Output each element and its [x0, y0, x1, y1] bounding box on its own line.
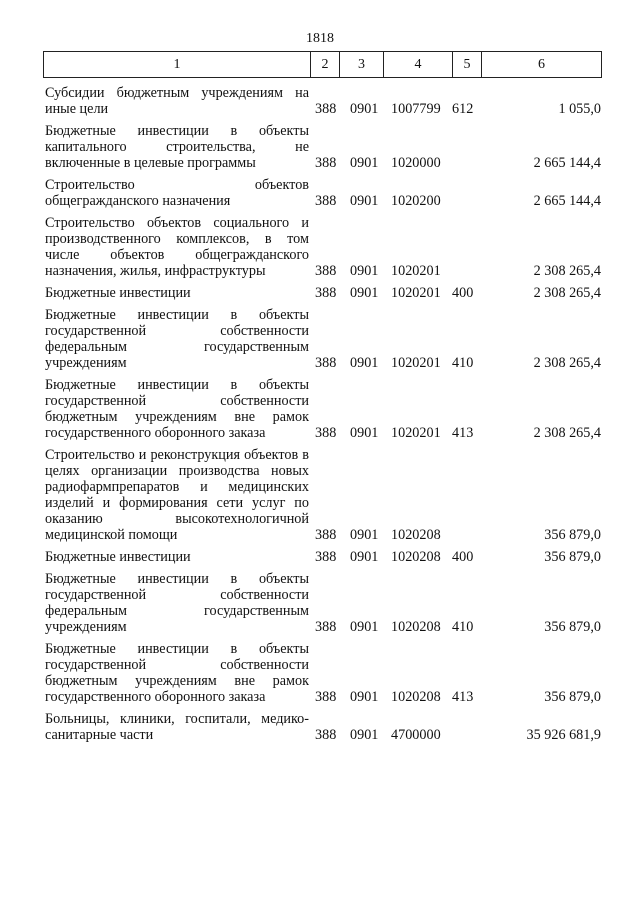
row-gov-code: 388 — [315, 285, 337, 301]
table-row — [45, 307, 601, 371]
row-article-code: 1020201 — [391, 355, 441, 371]
table-header — [43, 51, 602, 78]
row-article-code: 1020208 — [391, 619, 441, 635]
row-name: Бюджетные инвестиции в объекты государственной собственности бюджетным учреждениям вне рамок государственного оборонного заказа — [45, 641, 309, 705]
table-row — [45, 215, 601, 279]
header-col-2: 2 — [311, 52, 340, 77]
row-article-code: 1020208 — [391, 549, 441, 565]
row-type-code: 612 — [452, 101, 474, 117]
row-sum: 2 308 265,4 — [533, 285, 601, 301]
row-name: Бюджетные инвестиции — [45, 549, 191, 565]
row-name: Бюджетные инвестиции в объекты государственной собственности федеральным государственным учреждениям — [45, 307, 309, 371]
table-row — [45, 711, 601, 743]
row-section-code: 0901 — [350, 101, 379, 117]
row-type-code: 400 — [452, 285, 474, 301]
row-gov-code: 388 — [315, 689, 337, 705]
row-sum: 356 879,0 — [544, 549, 601, 565]
header-col-1: 1 — [44, 52, 311, 77]
row-section-code: 0901 — [350, 527, 379, 543]
header-col-4: 4 — [384, 52, 453, 77]
table-row — [45, 123, 601, 171]
row-article-code: 1020201 — [391, 285, 441, 301]
row-gov-code: 388 — [315, 355, 337, 371]
row-gov-code: 388 — [315, 727, 337, 743]
row-sum: 35 926 681,9 — [526, 727, 601, 743]
row-section-code: 0901 — [350, 355, 379, 371]
header-col-6: 6 — [538, 57, 545, 72]
row-section-code: 0901 — [350, 619, 379, 635]
row-name: Строительство объектов общегражданского назначения — [45, 177, 309, 209]
table-row — [45, 85, 601, 117]
row-section-code: 0901 — [350, 549, 379, 565]
row-sum: 2 308 265,4 — [533, 263, 601, 279]
row-name: Субсидии бюджетным учреждениям на иные цели — [45, 85, 309, 117]
row-name: Строительство объектов социального и производственного комплексов, в том числе объектов общегражданского назначения, жилья, инфраструктуры — [45, 215, 309, 279]
row-sum: 2 308 265,4 — [533, 425, 601, 441]
header-col-5: 5 — [453, 52, 482, 77]
table-row — [45, 447, 601, 543]
row-type-code: 400 — [452, 549, 474, 565]
row-section-code: 0901 — [350, 727, 379, 743]
row-section-code: 0901 — [350, 689, 379, 705]
row-gov-code: 388 — [315, 549, 337, 565]
table-row — [45, 571, 601, 635]
row-gov-code: 388 — [315, 263, 337, 279]
row-article-code: 1020000 — [391, 155, 441, 171]
table-row — [45, 641, 601, 705]
row-type-code: 410 — [452, 355, 474, 371]
row-sum: 2 665 144,4 — [533, 155, 601, 171]
row-article-code: 1020208 — [391, 689, 441, 705]
row-article-code: 1007799 — [391, 101, 441, 117]
row-gov-code: 388 — [315, 193, 337, 209]
header-col-3: 3 — [340, 52, 384, 77]
row-section-code: 0901 — [350, 425, 379, 441]
row-name: Бюджетные инвестиции в объекты государственной собственности федеральным государственным учреждениям — [45, 571, 309, 635]
row-sum: 1 055,0 — [558, 101, 601, 117]
row-section-code: 0901 — [350, 193, 379, 209]
row-gov-code: 388 — [315, 425, 337, 441]
row-gov-code: 388 — [315, 527, 337, 543]
table-row — [45, 549, 601, 565]
row-gov-code: 388 — [315, 155, 337, 171]
row-type-code: 413 — [452, 425, 474, 441]
row-section-code: 0901 — [350, 155, 379, 171]
row-gov-code: 388 — [315, 101, 337, 117]
row-sum: 2 665 144,4 — [533, 193, 601, 209]
table-body — [45, 85, 601, 749]
row-name: Больницы, клиники, госпитали, медико-санитарные части — [45, 711, 309, 743]
table-row — [45, 377, 601, 441]
row-name: Строительство и реконструкция объектов в целях организации производства новых радиофармпрепаратов и медицинских изделий и формирования сети услуг по оказанию высокотехнологичной медицинской помощи — [45, 447, 309, 543]
row-type-code: 413 — [452, 689, 474, 705]
row-article-code: 1020201 — [391, 425, 441, 441]
table-row — [45, 285, 601, 301]
page-number: 1818 — [306, 31, 334, 46]
row-name: Бюджетные инвестиции в объекты государственной собственности бюджетным учреждениям вне рамок государственного оборонного заказа — [45, 377, 309, 441]
table-row — [45, 177, 601, 209]
row-section-code: 0901 — [350, 285, 379, 301]
row-sum: 356 879,0 — [544, 527, 601, 543]
row-article-code: 1020201 — [391, 263, 441, 279]
row-sum: 356 879,0 — [544, 689, 601, 705]
row-name: Бюджетные инвестиции — [45, 285, 191, 301]
row-article-code: 1020208 — [391, 527, 441, 543]
row-gov-code: 388 — [315, 619, 337, 635]
row-sum: 356 879,0 — [544, 619, 601, 635]
row-article-code: 4700000 — [391, 727, 441, 743]
row-sum: 2 308 265,4 — [533, 355, 601, 371]
row-type-code: 410 — [452, 619, 474, 635]
row-section-code: 0901 — [350, 263, 379, 279]
row-article-code: 1020200 — [391, 193, 441, 209]
row-name: Бюджетные инвестиции в объекты капитального строительства, не включенные в целевые программы — [45, 123, 309, 171]
